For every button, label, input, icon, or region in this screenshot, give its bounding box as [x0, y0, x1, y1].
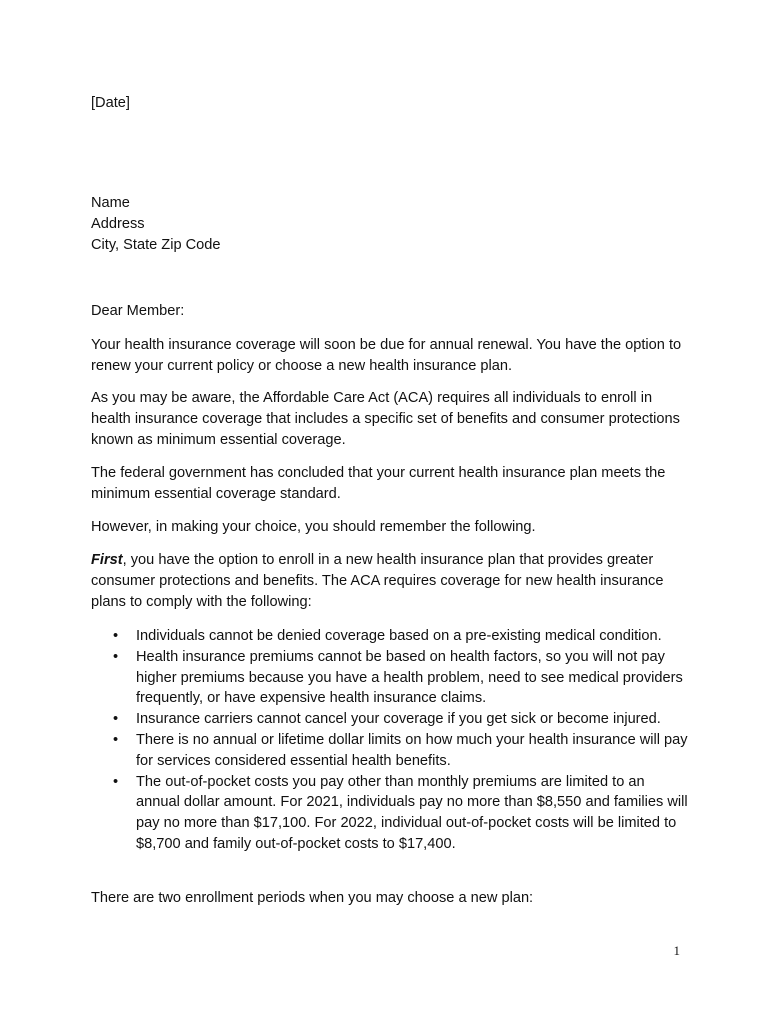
list-item-text: There is no annual or lifetime dollar limits on how much your health insurance will pay for services considered essential health benefits. — [136, 731, 688, 769]
paragraph-first-option — [91, 550, 691, 612]
list-item — [91, 772, 691, 855]
bullet-icon: • — [113, 628, 119, 644]
paragraph-first-lead: First — [91, 552, 123, 568]
list-item — [91, 626, 691, 647]
list-item-text: The out-of-pocket costs you pay other than monthly premiums are limited to an annual dollar amount. For 2021, individuals pay no more than $8,550 and families will pay no more than $17,100. For 2022, individual out-of-pocket costs will be limited to $8,700 and family out-of-pocket costs to $17,400. — [136, 773, 688, 852]
bullet-icon: • — [113, 648, 119, 665]
list-item — [91, 709, 691, 730]
recipient-city-state-zip: City, State Zip Code — [91, 236, 221, 253]
page-number: 1 — [673, 943, 680, 958]
recipient-address-block — [91, 193, 691, 255]
list-item — [91, 730, 691, 772]
paragraph-remember: However, in making your choice, you should remember the following. — [91, 519, 536, 535]
paragraph-coverage-standard: The federal government has concluded that your current health insurance plan meets the minimum essential coverage standard. — [91, 465, 666, 502]
list-item — [91, 647, 691, 709]
paragraph-aca-requirement: As you may be aware, the Affordable Care Act (ACA) requires all individuals to enroll in health insurance coverage that includes a specific set of benefits and consumer protections known as minimum essential coverage. — [91, 390, 680, 448]
letter-date: [Date] — [91, 95, 130, 111]
list-item-text: Insurance carriers cannot cancel your coverage if you get sick or become injured. — [136, 711, 661, 728]
paragraph-renewal-notice: Your health insurance coverage will soon be due for annual renewal. You have the option to renew your current policy or choose a new health insurance plan. — [91, 337, 682, 374]
paragraph-first-body: , you have the option to enroll in a new health insurance plan that provides greater consumer protections and benefits. The ACA requires coverage for new health insurance plans to comply with the following: — [91, 552, 664, 610]
bullet-icon: • — [113, 731, 119, 748]
list-item-text: Individuals cannot be denied coverage based on a pre-existing medical condition. — [136, 628, 662, 644]
aca-requirements-list — [91, 626, 691, 855]
salutation: Dear Member: — [91, 303, 185, 319]
list-item-text: Health insurance premiums cannot be based on health factors, so you will not pay higher premiums because you have a health problem, need to see medical providers frequently, or have expensive health insurance claims. — [136, 648, 683, 707]
recipient-address: Address — [91, 215, 145, 232]
recipient-name: Name — [91, 195, 130, 211]
paragraph-enrollment-periods: There are two enrollment periods when you may choose a new plan: — [91, 890, 534, 906]
bullet-icon: • — [113, 711, 119, 728]
bullet-icon: • — [113, 773, 119, 790]
